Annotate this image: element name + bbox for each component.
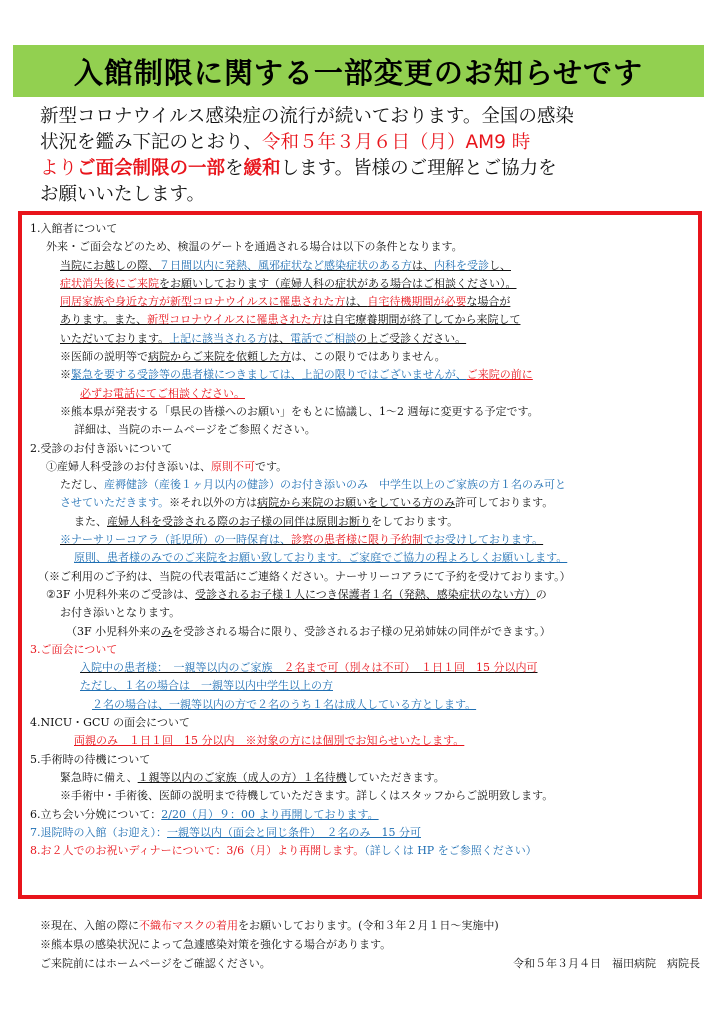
s2-line (30, 623, 690, 641)
s4-text: 両親のみ １日１回 15 分以内 (74, 734, 246, 748)
s8-text: （詳しくは HP をご参照ください） (364, 844, 537, 858)
s1-text: は、 (412, 258, 434, 272)
intro-text-part: より (40, 158, 78, 179)
s1-line: 外来・ご面会などのため、検温のゲートを通過される場合は以下の条件となります。 (46, 240, 463, 254)
s1-text: 当院にお越しの際、 (60, 258, 159, 272)
s1-line: 必ずお電話にてご相談ください。 (80, 386, 245, 400)
s1-line: 詳細は、当院のホームページをご参照ください。 (74, 423, 316, 437)
s1-text: いただいております。 (60, 331, 170, 345)
s2-text: の (535, 587, 547, 601)
footer-line: ご来院前にはホームページをご確認ください。 (40, 957, 271, 970)
s2-text: 病院から来院のお願いをしている方のみ (257, 496, 456, 510)
signature: 令和５年３月４日 福田病院 病院長 (513, 957, 700, 970)
s2-text: させていただきます。 (60, 496, 170, 510)
s1-text: ご来院の前に (466, 368, 533, 382)
s3-line (30, 659, 690, 677)
s6-text: 2/20（月）９：00 より再開しております。 (161, 807, 379, 821)
s5-text: １親等以内のご家族（成人の方）１名待機 (137, 770, 347, 784)
s1-line (30, 257, 690, 275)
section-6 (30, 806, 690, 824)
s3-text: ２名まで可（別々は不可） (283, 661, 410, 675)
s1-line: ※熊本県が発表する「県民の皆様へのお願い」をもとに協議し、1～2 週毎に変更する予定です。 (60, 404, 539, 418)
s1-text: し、 (489, 258, 511, 272)
s2-text: み (161, 624, 173, 638)
s7-text: 一親等以内（面会と同じ条件） ２名のみ 15 分可 (167, 825, 421, 839)
s1-text: は、 (345, 295, 368, 309)
intro-text (40, 104, 700, 208)
s2-text: を受診される場合に限り、受診されるお子様の兄弟姉妹の同伴ができます。） (172, 624, 551, 638)
s4-text: ※対象の方には個別でお知らせいたします。 (245, 734, 465, 748)
footer-notes (40, 916, 700, 973)
footer-text: をお願いしております。(令和３年２月１日～実施中) (238, 919, 499, 932)
s5-text: していただきます。 (346, 770, 445, 784)
section-7 (30, 824, 690, 842)
s1-line (30, 275, 690, 293)
s2-line: お付き添いとなります。 (60, 606, 181, 620)
s2-text: 産婦人科を受診される際のお子様の同伴は原則お断り (107, 514, 371, 528)
start-datetime: 令和５年３月６日（月）AM9 時 (262, 132, 531, 153)
footer-line: ※熊本県の感染状況によって急遽感染対策を強化する場合があります。 (40, 938, 392, 951)
s2-line: （※ご利用のご予約は、当院の代表電話にご連絡ください。ナーサリーコアラにて予約を受けております。） (38, 569, 571, 583)
s2-line (30, 531, 690, 549)
s1-text: 上記に該当される方 (169, 331, 269, 345)
intro-line: 新型コロナウイルス感染症の流行が続いております。全国の感染 (40, 106, 574, 127)
section-5-heading: 5.手術時の待機について (30, 752, 151, 766)
s1-text: の上ご受診ください。 (356, 331, 467, 345)
s5-text: 緊急時に備え、 (60, 770, 138, 784)
intro-text-part: を (225, 158, 244, 179)
s1-text: な場合が (466, 295, 511, 309)
s1-text: 病院からご来院を依頼した方 (148, 350, 291, 364)
s1-line (30, 366, 690, 384)
s2-line (30, 494, 690, 512)
s2-line (30, 513, 690, 531)
notice-content (30, 220, 690, 860)
s2-text: ※ナーサリーコアラ（託児所）の一時保育は、 (60, 533, 291, 547)
footer-text: 不織布マスクの着用 (139, 919, 238, 932)
s1-text: 電話でご相談 (290, 331, 357, 345)
s2-text: ②3F 小児科外来のご受診は、 (46, 587, 195, 601)
s2-text: 原則不可 (211, 459, 255, 473)
s2-text: ただし、 (60, 478, 104, 492)
section-3-heading: 3.ご面会について (30, 642, 118, 656)
s1-text: 緊急を要する受診等の患者様につきましては、上記の限りではございませんが、 (71, 368, 467, 382)
s7-text: 7.退院時の入館（お迎え）： (30, 825, 167, 839)
intro-line (40, 156, 700, 182)
s2-text: です。 (255, 459, 288, 473)
s2-text: をしております。 (371, 514, 459, 528)
relax-label: 緩和 (243, 158, 281, 179)
section-8 (30, 842, 690, 860)
s1-text: あります。また、 (60, 313, 148, 327)
s1-text: は、 (268, 331, 291, 345)
s1-text: ※ (60, 368, 71, 382)
intro-text-part: します。皆様のご理解とご協力を (280, 158, 557, 179)
section-1-heading: 1.入館者について (30, 222, 118, 235)
s1-line (30, 348, 690, 366)
s2-line: 原則、患者様のみでのご来院をお願い致しております。ご家庭でご協力の程よろしくお願いします。 (74, 551, 568, 565)
s1-text: は自宅療養期間が終了してから来院して (322, 313, 521, 327)
intro-line: お願いいたします。 (40, 184, 206, 205)
s2-line (30, 458, 690, 476)
s6-text: 6.立ち会い分娩について： (30, 807, 162, 821)
footer-text: ※現在、入館の際に (40, 919, 139, 932)
s2-text: ※それ以外の方は (169, 496, 258, 510)
s2-text: また、 (74, 514, 107, 528)
s1-line (30, 330, 690, 348)
visit-restriction-label: ご面会制限の一部 (77, 158, 226, 179)
s2-line (30, 586, 690, 604)
s1-text: ※医師の説明等で (60, 350, 148, 364)
s3-text: 入院中の患者様： 一親等以内のご家族 (80, 661, 284, 675)
intro-line (40, 130, 700, 156)
s1-text: は、この限りではありません。 (291, 350, 446, 364)
s2-text: 許可しております。 (455, 496, 554, 510)
s5-line (30, 769, 690, 787)
intro-text-part: 状況を鑑み下記のとおり、 (40, 132, 263, 153)
s2-line (30, 476, 690, 494)
page-title: 入館制限に関する一部変更のお知らせです (73, 55, 644, 90)
s1-text: 内科を受診 (434, 258, 489, 272)
s2-text: （3F 小児科外来の (66, 624, 162, 638)
s8-text: 8.お２人でのお祝いディナーについて：3/6（月）より再開します。 (30, 844, 365, 858)
s1-line (30, 311, 690, 329)
s1-text: 症状消失後にご来院 (60, 276, 159, 290)
s1-text: 新型コロナウイルスに罹患された方 (147, 313, 323, 327)
s2-text: 診察の患者様に限り予約制 (291, 533, 423, 547)
s2-text: ①産婦人科受診のお付き添いは、 (46, 459, 211, 473)
s2-text: でお受けしております。 (423, 533, 544, 547)
s3-text: １日１回 15 分以内可 (410, 661, 538, 675)
s1-text: をお願いしております（産婦人科の症状がある場合はご相談ください）。 (159, 276, 517, 290)
s1-text: 自宅待機期間が必要 (367, 295, 467, 309)
s4-line (30, 732, 690, 750)
footer-line (40, 916, 700, 935)
s1-text: 同居家族や身近な方が新型コロナウイルスに罹患された方 (60, 295, 346, 309)
s2-text: 産褥健診（産後１ヶ月以内の健診）のお付き添いのみ 中学生以上のご家族の方１名のみ可と (104, 478, 566, 492)
s5-line: ※手術中・手術後、医師の説明まで待機していただきます。詳しくはスタッフからご説明致します。 (60, 789, 554, 803)
s3-line: ２名の場合は、一親等以内の方で２名のうち１名は成人している方とします。 (92, 697, 477, 711)
s3-line: ただし、１名の場合は 一親等以内中学生以上の方 (80, 679, 333, 693)
section-4-heading: 4.NICU・GCU の面会について (30, 716, 190, 730)
s1-line (30, 293, 690, 311)
s2-text: 受診されるお子様１人につき保護者１名（発熱、感染症状のない方） (195, 587, 536, 601)
s1-text: ７日間以内に発熱、風邪症状など感染症状のある方 (159, 258, 412, 272)
section-2-heading: 2.受診のお付き添いについて (30, 441, 173, 455)
title-banner (13, 45, 704, 97)
